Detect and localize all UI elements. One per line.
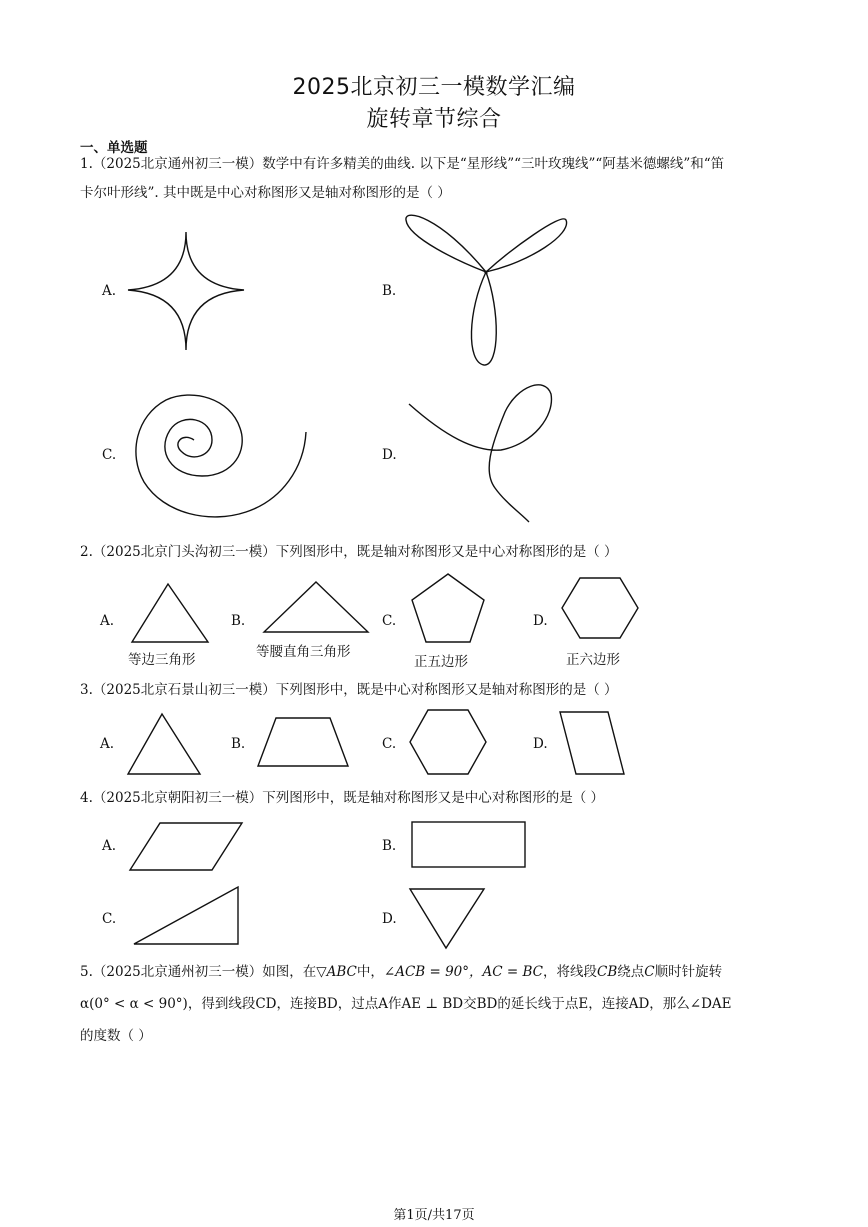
spiral-figure bbox=[122, 372, 322, 532]
math-segment: CB bbox=[597, 964, 618, 980]
option-label[interactable]: D. bbox=[382, 447, 397, 463]
question-5 bbox=[80, 960, 800, 1048]
rose-curve-figure bbox=[400, 210, 580, 375]
option-label[interactable]: D. bbox=[533, 736, 548, 752]
question-number: 2. bbox=[80, 544, 93, 560]
document-title: 2025北京初三一模数学汇编 bbox=[292, 75, 576, 100]
section-heading: 一、单选题 bbox=[80, 140, 148, 156]
inverted-triangle-figure bbox=[408, 886, 488, 952]
option-label[interactable]: D. bbox=[533, 613, 548, 629]
option-label[interactable]: A. bbox=[102, 283, 117, 299]
question-number: 1. bbox=[80, 156, 93, 172]
question-text: （2025北京朝阳初三一模）下列图形中，既是轴对称图形又是中心对称图形的是（ ） bbox=[92, 790, 605, 806]
option-label[interactable]: A. bbox=[100, 736, 115, 752]
question-text: （2025北京石景山初三一模）下列图形中，既是中心对称图形又是轴对称图形的是（ ） bbox=[92, 682, 618, 698]
math-triangle: ▽ABC bbox=[316, 964, 357, 980]
question-text: （2025北京通州初三一模）数学中有许多精美的曲线. 以下是“星形线”“三叶玫瑰线”“阿基米德螺线”和“笛 bbox=[92, 156, 725, 172]
option-label[interactable]: C. bbox=[102, 447, 117, 463]
parallelogram-figure bbox=[128, 820, 246, 874]
trapezoid-figure bbox=[254, 714, 352, 770]
option-label[interactable]: B. bbox=[382, 838, 397, 854]
question-3 bbox=[80, 678, 800, 702]
question-number: 5. bbox=[80, 964, 93, 980]
math-angle: ∠ACB = 90°， bbox=[383, 964, 483, 980]
option-label[interactable]: C. bbox=[382, 613, 397, 629]
question-text: ，将线段 bbox=[543, 964, 598, 980]
hexagon-figure bbox=[408, 708, 488, 778]
option-label[interactable]: C. bbox=[102, 911, 117, 927]
question-1 bbox=[80, 152, 800, 205]
question-text-cont: α(0° < α < 90°)，得到线段CD，连接BD，过点A作AE ⊥ BD交BD的延长线于点E，连接AD，那么∠DAE bbox=[80, 996, 732, 1012]
option-label[interactable]: D. bbox=[382, 911, 397, 927]
hexagon-figure bbox=[560, 576, 640, 642]
question-text: 绕点 bbox=[617, 964, 645, 980]
figure-caption: 等边三角形 bbox=[128, 652, 196, 668]
math-equality: AC = BC bbox=[482, 964, 544, 980]
question-number: 4. bbox=[80, 790, 93, 806]
question-text: 中， bbox=[356, 964, 384, 980]
triangle-figure bbox=[124, 710, 204, 778]
option-label[interactable]: B. bbox=[231, 613, 246, 629]
rectangle-figure bbox=[410, 820, 528, 870]
figure-caption: 正五边形 bbox=[414, 654, 468, 670]
right-triangle-figure bbox=[132, 884, 244, 950]
math-point: C bbox=[644, 964, 655, 980]
question-4 bbox=[80, 786, 800, 810]
page-footer: 第1页/共17页 bbox=[393, 1208, 475, 1223]
option-label[interactable]: B. bbox=[231, 736, 246, 752]
question-text: 顺时针旋转 bbox=[654, 964, 723, 980]
option-label[interactable]: C. bbox=[382, 736, 397, 752]
document-subtitle: 旋转章节综合 bbox=[366, 107, 502, 132]
question-text-cont: 的度数（ ） bbox=[80, 1028, 152, 1044]
question-2 bbox=[80, 540, 800, 564]
figure-caption: 正六边形 bbox=[566, 652, 620, 668]
option-label[interactable]: A. bbox=[100, 613, 115, 629]
isosceles-right-triangle-figure bbox=[260, 578, 372, 640]
folium-figure bbox=[405, 380, 585, 530]
parallelogram-figure bbox=[556, 708, 628, 778]
pentagon-figure bbox=[408, 570, 488, 648]
option-label[interactable]: A. bbox=[102, 838, 117, 854]
option-label[interactable]: B. bbox=[382, 283, 397, 299]
question-text: （2025北京门头沟初三一模）下列图形中，既是轴对称图形又是中心对称图形的是（ ） bbox=[92, 544, 618, 560]
question-text-cont: 卡尔叶形线”. 其中既是中心对称图形又是轴对称图形的是（ ） bbox=[80, 185, 451, 201]
astroid-figure bbox=[122, 228, 252, 354]
figure-caption: 等腰直角三角形 bbox=[256, 644, 351, 660]
question-text: （2025北京通州初三一模）如图，在 bbox=[92, 964, 317, 980]
question-number: 3. bbox=[80, 682, 93, 698]
equilateral-triangle-figure bbox=[128, 578, 212, 648]
